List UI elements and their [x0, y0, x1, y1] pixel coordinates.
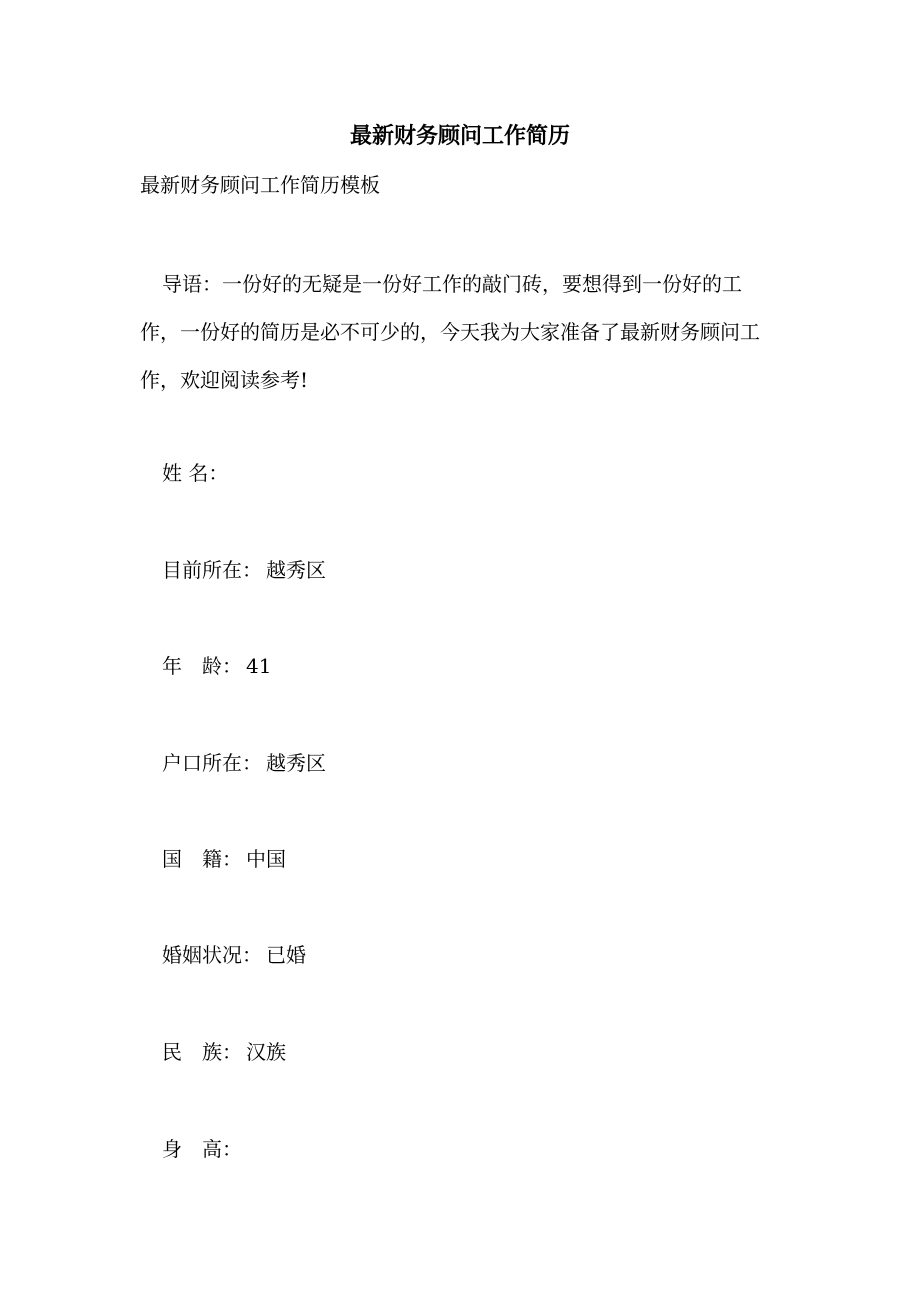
field-value: 越秀区 [266, 751, 326, 775]
field-value: 汉族 [246, 1040, 286, 1064]
field-current-location [162, 555, 326, 585]
field-label: 身 高： [162, 1137, 242, 1161]
field-label: 年 龄： [162, 654, 242, 678]
field-name [162, 458, 232, 488]
field-marital-status [162, 940, 306, 970]
field-label: 目前所在： [162, 558, 262, 582]
intro-paragraph: 导语：一份好的无疑是一份好工作的敲门砖，要想得到一份好的工作，一份好的简历是必不可少的，今天我为大家准备了最新财务顾问工作，欢迎阅读参考! [140, 272, 760, 392]
field-height [162, 1134, 246, 1164]
field-label: 民 族： [162, 1040, 242, 1064]
field-label: 婚姻状况： [162, 943, 262, 967]
field-nationality [162, 844, 286, 874]
field-value: 越秀区 [266, 558, 326, 582]
field-ethnicity [162, 1037, 286, 1067]
field-value: 已婚 [266, 943, 306, 967]
document-title: 最新财务顾问工作简历 [349, 123, 570, 149]
field-label: 姓 名： [162, 461, 229, 485]
field-household-registration [162, 748, 326, 778]
document-subtitle: 最新财务顾问工作简历模板 [140, 173, 380, 197]
field-label: 国 籍： [162, 847, 242, 871]
field-value: 41 [246, 654, 272, 678]
field-value: 中国 [246, 847, 286, 871]
field-age [162, 651, 271, 681]
field-label: 户口所在： [162, 751, 262, 775]
